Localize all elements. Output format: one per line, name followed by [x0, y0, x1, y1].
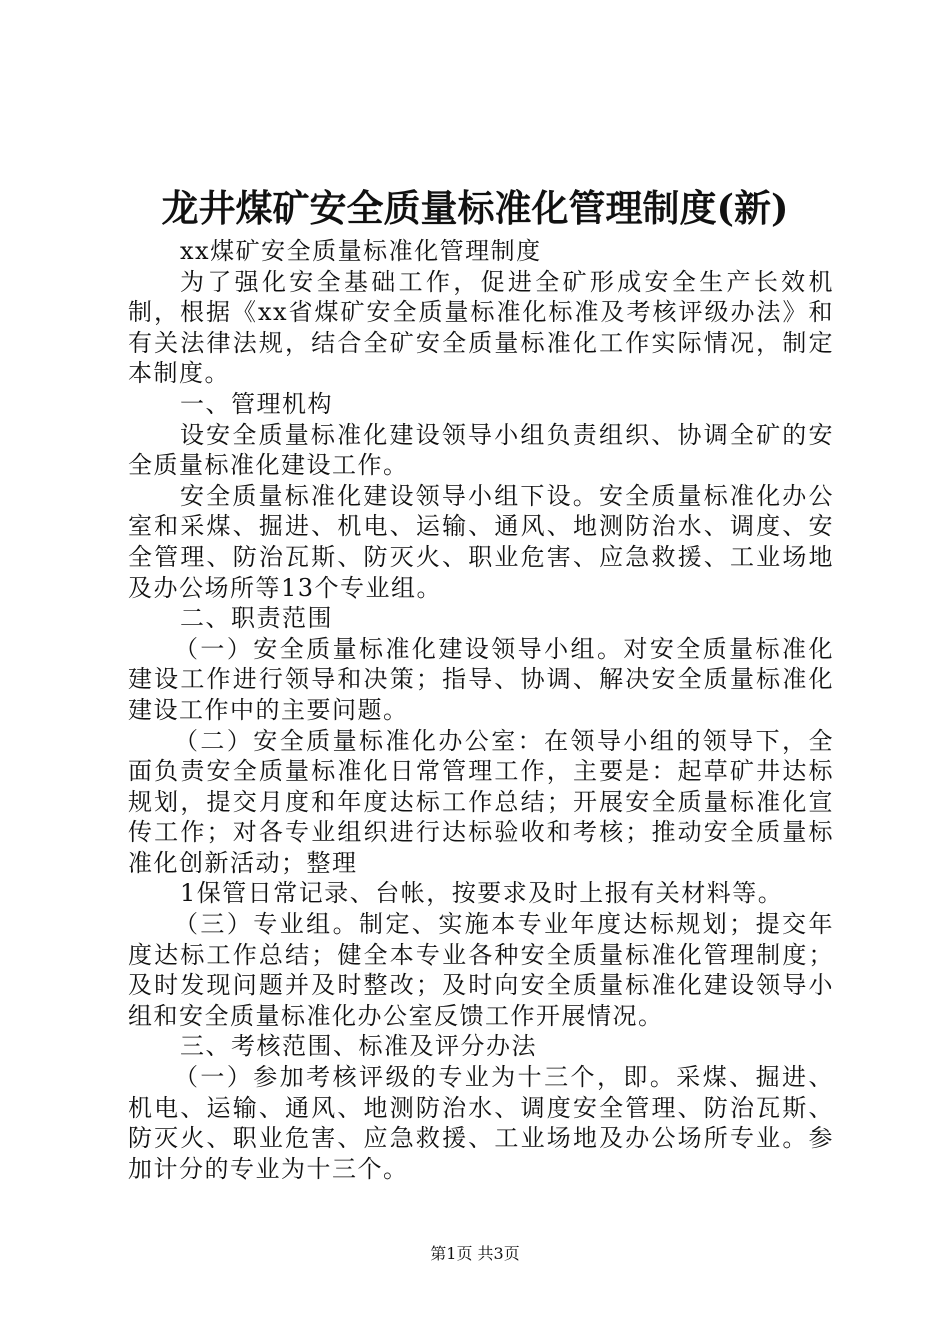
section-heading-1: 一、管理机构 [180, 389, 333, 418]
paragraph: 设安全质量标准化建设领导小组负责组织、协调全矿的安全质量标准化建设工作。 [128, 420, 834, 480]
document-title: 龙井煤矿安全质量标准化管理制度(新) [161, 186, 789, 230]
paragraph: （一）参加考核评级的专业为十三个，即。采煤、掘进、机电、运输、通风、地测防治水、调度安全管理、防治瓦斯、防灭火、职业危害、应急救援、工业场地及办公场所专业。参加计分的专业为十三个。 [128, 1063, 834, 1183]
paragraph: 安全质量标准化建设领导小组下设。安全质量标准化办公室和采煤、掘进、机电、运输、通风、地测防治水、调度、安全管理、防治瓦斯、防灭火、职业危害、应急救援、工业场地及办公场所等13个专业组。 [128, 481, 834, 602]
document-body [128, 236, 834, 1184]
page-footer: 第1页 共3页 [430, 1244, 520, 1263]
section-heading-3: 三、考核范围、标准及评分办法 [180, 1032, 537, 1061]
paragraph: （三）专业组。制定、实施本专业年度达标规划；提交年度达标工作总结；健全本专业各种安全质量标准化管理制度；及时发现问题并及时整改；及时向安全质量标准化建设领导小组和安全质量标准化办公室反馈工作开展情况。 [128, 910, 834, 1030]
section-heading-2: 二、职责范围 [180, 604, 333, 633]
paragraph: （一）安全质量标准化建设领导小组。对安全质量标准化建设工作进行领导和决策；指导、协调、解决安全质量标准化建设工作中的主要问题。 [128, 634, 834, 724]
paragraph-intro: 为了强化安全基础工作，促进全矿形成安全生产长效机制，根据《xx省煤矿安全质量标准化标准及考核评级办法》和有关法律法规，结合全矿安全质量标准化工作实际情况，制定本制度。 [128, 267, 834, 388]
paragraph-subtitle: xx煤矿安全质量标准化管理制度 [180, 237, 542, 265]
paragraph: 1保管日常记录、台帐，按要求及时上报有关材料等。 [180, 879, 784, 908]
paragraph: （二）安全质量标准化办公室：在领导小组的领导下，全面负责安全质量标准化日常管理工作，主要是：起草矿井达标规划，提交月度和年度达标工作总结；开展安全质量标准化宣传工作；对各专业组织进行达标验收和考核；推动安全质量标准化创新活动；整理 [128, 726, 834, 877]
